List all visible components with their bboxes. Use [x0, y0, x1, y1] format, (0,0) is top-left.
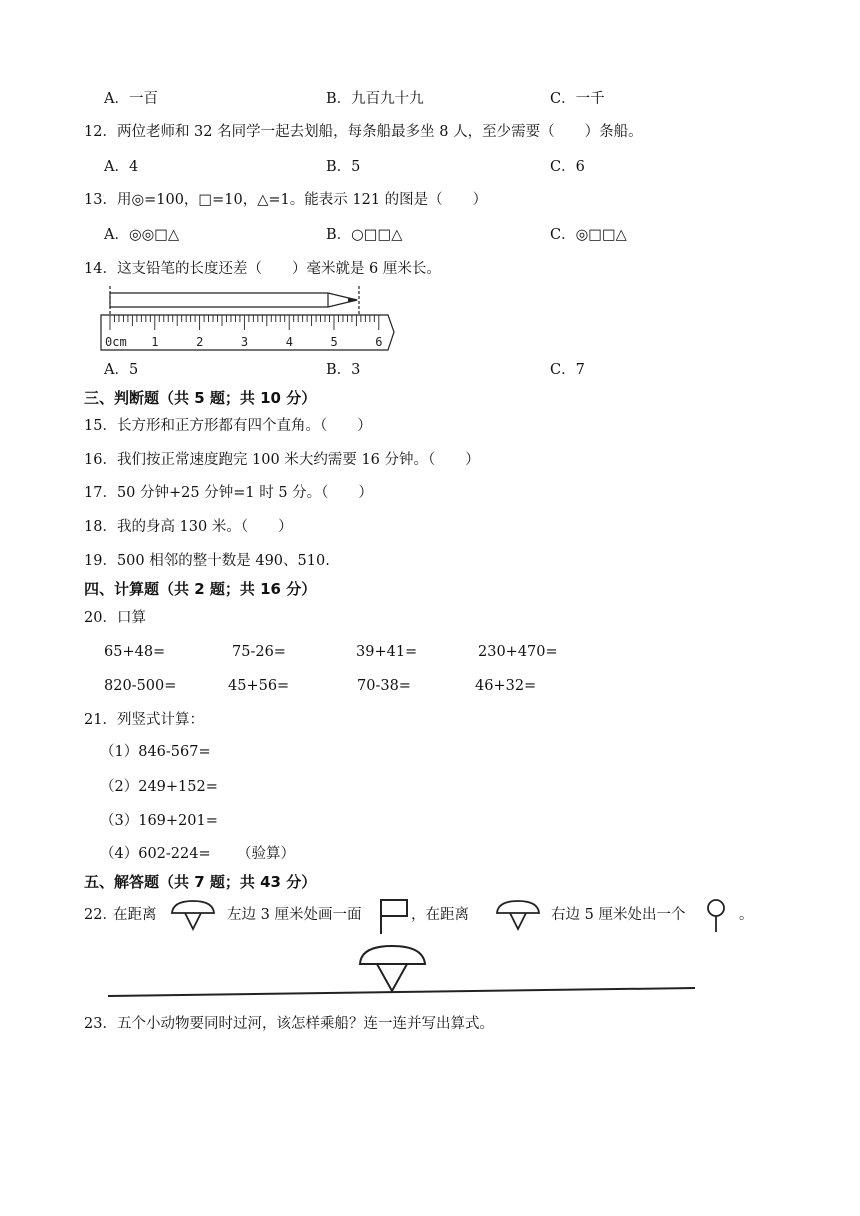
q21-item: （1）846-567= [100, 744, 211, 760]
q23-text: 五个小动物要同时过河，该怎样乘船？连一连并写出算式。 [116, 1016, 494, 1032]
q14-option-b: B．3 [326, 362, 361, 378]
ruler-label: 0cm [105, 335, 127, 349]
q12-option-c: C．6 [550, 159, 585, 175]
q21-item: （2）249+152= [100, 779, 218, 795]
ruler-label: 5 [330, 335, 338, 349]
ruler-label: 2 [196, 335, 204, 349]
q23-number: 23． [84, 1016, 117, 1032]
q21-title: 列竖式计算： [116, 712, 204, 728]
q19-number: 19． [84, 553, 117, 569]
q22-number: 22． [84, 907, 117, 923]
q22-text-1: 在距离 [113, 907, 157, 923]
section3-title: 三、判断题（共 5 题；共 10 分） [84, 389, 317, 407]
q18-question [84, 520, 293, 535]
q18-text: 我的身高 130 米。（ [116, 519, 249, 535]
q14-option-c: C．7 [550, 362, 585, 378]
q15-question [84, 419, 372, 434]
q20-item: 75-26= [232, 644, 286, 660]
pencil-icon [110, 286, 359, 314]
q19-question [84, 554, 330, 569]
q17-number: 17． [84, 485, 117, 501]
q13-text-a: 用◎=100，□=10，△=1。能表示 121 的图是（ [116, 192, 443, 208]
q21-number: 21． [84, 712, 117, 728]
q17-close: ） [358, 485, 373, 501]
q13-option-a: A．◎◎□△ [104, 227, 180, 243]
q16-number: 16． [84, 452, 117, 468]
q20-item: 45+56= [228, 678, 290, 694]
q14-text-b: ）毫米就是 6 厘米长。 [291, 261, 441, 277]
q19-text: 500 相邻的整十数是 490、510. [116, 553, 330, 569]
ruler-label: 1 [151, 335, 159, 349]
q22-text-2: 左边 3 厘米处画一面 [227, 907, 362, 923]
pencil-ruler-figure [95, 282, 405, 356]
q22-text-4: 右边 5 厘米处出一个 [551, 907, 686, 923]
q20-item: 65+48= [104, 644, 166, 660]
q22-text-5: 。 [739, 907, 754, 923]
q16-text: 我们按正常速度跑完 100 米大约需要 16 分钟。（ [116, 452, 436, 468]
q22-text-3: ，在距离 [411, 907, 469, 923]
q20-item: 46+32= [475, 678, 537, 694]
q13-option-b: B．○□□△ [326, 227, 403, 243]
q20-item: 70-38= [357, 678, 411, 694]
q12-text-a: 两位老师和 32 名同学一起去划船，每条船最多坐 8 人，至少需要（ [116, 124, 555, 140]
q17-question [84, 486, 373, 501]
q20-item: 39+41= [356, 644, 418, 660]
ruler-label: 4 [285, 335, 293, 349]
section5-title: 五、解答题（共 7 题；共 43 分） [84, 873, 317, 891]
q12-text-b: ）条船。 [584, 124, 643, 140]
q20-number: 20． [84, 610, 117, 626]
q13-number: 13． [84, 192, 117, 208]
q12-option-a: A．4 [104, 159, 139, 175]
q12-question [84, 125, 643, 140]
q13-question [84, 193, 487, 208]
q22-drawing-line[interactable] [105, 942, 700, 1002]
q17-text: 50 分钟+25 分钟=1 时 5 分。（ [116, 485, 329, 501]
q21-item: （4）602-224= [100, 846, 211, 862]
ruler-label: 6 [375, 335, 383, 349]
q11-option-a: A．一百 [104, 91, 158, 107]
q21-item: （3）169+201= [100, 813, 218, 829]
q15-close: ） [357, 418, 372, 434]
q20-item: 230+470= [478, 644, 558, 660]
marker-pin-icon [703, 896, 729, 934]
q16-close: ） [465, 452, 480, 468]
q23-question [84, 1017, 494, 1032]
pushpin-icon [495, 898, 541, 932]
q18-close: ） [278, 519, 293, 535]
q14-question [84, 262, 441, 277]
q18-number: 18． [84, 519, 117, 535]
q14-number: 14． [84, 261, 117, 277]
q15-text: 长方形和正方形都有四个直角。（ [116, 418, 328, 434]
q14-text-a: 这支铅笔的长度还差（ [116, 261, 262, 277]
q12-number: 12． [84, 124, 117, 140]
q14-option-a: A．5 [104, 362, 139, 378]
q13-option-c: C．◎□□△ [550, 227, 627, 243]
ruler-label: 3 [240, 335, 249, 349]
q20-question [84, 611, 146, 626]
q20-item: 820-500= [104, 678, 177, 694]
section4-title: 四、计算题（共 2 题；共 16 分） [84, 580, 317, 598]
q12-option-b: B．5 [326, 159, 361, 175]
flag-icon [377, 896, 411, 936]
q11-option-c: C．一千 [550, 91, 605, 107]
q21-question [84, 713, 204, 728]
q16-question [84, 453, 480, 468]
q15-number: 15． [84, 418, 117, 434]
ruler-icon [101, 315, 394, 350]
q11-option-b: B．九百九十九 [326, 91, 424, 107]
q13-text-b: ） [472, 192, 488, 208]
q20-title: 口算 [116, 610, 146, 626]
q21-check-note: （验算） [237, 846, 295, 862]
pushpin-icon [170, 898, 216, 932]
